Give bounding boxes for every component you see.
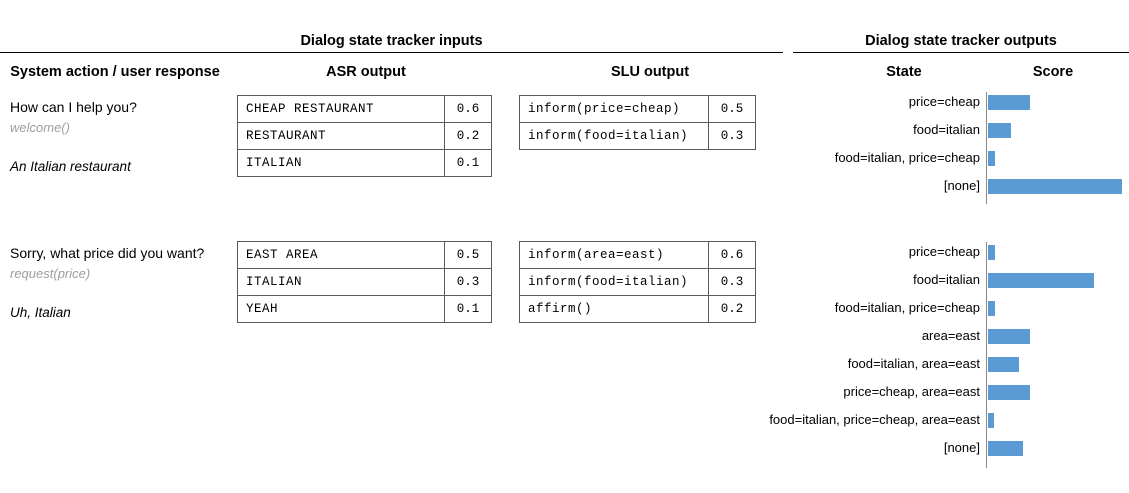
asr-score: 0.3: [445, 269, 492, 296]
asr-score: 0.1: [445, 296, 492, 323]
slu-score: 0.2: [709, 296, 756, 323]
slu-hypothesis: inform(food=italian): [520, 269, 709, 296]
chart-bar-row: [913, 270, 1129, 292]
group-header-inputs-rule: [0, 52, 783, 53]
table-row: [238, 150, 492, 177]
chart-bar-label: area=east: [921, 328, 980, 343]
chart-bar-label: price=cheap: [908, 94, 980, 109]
table-row: [520, 269, 756, 296]
chart-bar-label: food=italian: [913, 272, 980, 287]
chart-bar-row: [847, 354, 1129, 376]
slu-score: 0.6: [709, 242, 756, 269]
asr-hypothesis: CHEAP RESTAURANT: [238, 96, 445, 123]
slu-hypothesis: affirm(): [520, 296, 709, 323]
chart-bar-label: [none]: [943, 440, 980, 455]
chart-bar-row: [943, 176, 1129, 198]
chart-bar-row: [834, 148, 1129, 170]
slu-score: 0.3: [709, 269, 756, 296]
turn-2-state-score-chart: [769, 242, 1129, 468]
chart-bar: [988, 329, 1030, 344]
chart-bar: [988, 301, 995, 316]
slu-hypothesis: inform(area=east): [520, 242, 709, 269]
turn-2-system-utterance: Sorry, what price did you want?: [10, 245, 205, 261]
table-row: [520, 123, 756, 150]
chart-bar-row: [908, 92, 1129, 114]
asr-hypothesis: ITALIAN: [238, 150, 445, 177]
chart-bar: [988, 441, 1023, 456]
asr-hypothesis: EAST AREA: [238, 242, 445, 269]
chart-bar-label: food=italian, price=cheap: [834, 300, 980, 315]
asr-score: 0.6: [445, 96, 492, 123]
turn-1-system-utterance: How can I help you?: [10, 99, 137, 115]
chart-bar-label: food=italian, price=cheap: [834, 150, 980, 165]
chart-bar: [988, 413, 994, 428]
asr-score: 0.1: [445, 150, 492, 177]
chart-bar-label: [none]: [943, 178, 980, 193]
group-header-inputs-label: Dialog state tracker inputs: [300, 33, 483, 49]
slu-hypothesis: inform(price=cheap): [520, 96, 709, 123]
chart-bar: [988, 245, 995, 260]
chart-bar-row: [943, 438, 1129, 460]
chart-bar-label: food=italian, price=cheap, area=east: [769, 412, 980, 427]
turn-1-system-action: welcome(): [10, 120, 70, 135]
chart-bar-row: [908, 242, 1129, 264]
chart-bar: [988, 179, 1122, 194]
asr-hypothesis: YEAH: [238, 296, 445, 323]
chart-bar-row: [913, 120, 1129, 142]
turn-1-asr-table: [237, 95, 492, 177]
asr-hypothesis: RESTAURANT: [238, 123, 445, 150]
slu-score: 0.3: [709, 123, 756, 150]
chart-bar-label: price=cheap, area=east: [843, 384, 980, 399]
turn-1-slu-table: [519, 95, 756, 150]
turn-2-system-action: request(price): [10, 266, 91, 281]
slu-score: 0.5: [709, 96, 756, 123]
group-header-outputs-rule: [793, 52, 1129, 53]
chart-bar: [988, 151, 995, 166]
chart-bar: [988, 95, 1030, 110]
table-row: [238, 242, 492, 269]
turn-2-slu-table: [519, 241, 756, 323]
column-header-system-action: System action / user response: [10, 64, 220, 80]
asr-score: 0.2: [445, 123, 492, 150]
asr-hypothesis: ITALIAN: [238, 269, 445, 296]
chart-bar-label: food=italian: [913, 122, 980, 137]
chart-bar-row: [834, 298, 1129, 320]
slu-hypothesis: inform(food=italian): [520, 123, 709, 150]
turn-2-asr-table: [237, 241, 492, 323]
turn-1-user-response: An Italian restaurant: [10, 159, 131, 174]
chart-bar: [988, 273, 1094, 288]
group-header-inputs: [0, 33, 783, 53]
group-header-outputs-label: Dialog state tracker outputs: [865, 33, 1057, 49]
table-row: [520, 242, 756, 269]
chart-bar: [988, 385, 1030, 400]
table-row: [238, 123, 492, 150]
table-row: [238, 96, 492, 123]
group-header-outputs: [793, 33, 1129, 53]
column-header-state: State: [886, 64, 922, 80]
table-row: [520, 296, 756, 323]
column-header-slu-output: SLU output: [610, 64, 690, 80]
table-row: [238, 269, 492, 296]
asr-score: 0.5: [445, 242, 492, 269]
chart-bar-row: [769, 410, 1129, 432]
chart-bar-row: [921, 326, 1129, 348]
column-header-score: Score: [1032, 64, 1074, 80]
turn-2-user-response: Uh, Italian: [10, 305, 71, 320]
chart-bar-label: price=cheap: [908, 244, 980, 259]
chart-bar-label: food=italian, area=east: [847, 356, 980, 371]
table-row: [238, 296, 492, 323]
chart-bar-row: [843, 382, 1129, 404]
column-header-asr-output: ASR output: [326, 64, 406, 80]
chart-bar: [988, 123, 1011, 138]
chart-bar: [988, 357, 1019, 372]
table-row: [520, 96, 756, 123]
turn-1-state-score-chart: [834, 92, 1129, 204]
